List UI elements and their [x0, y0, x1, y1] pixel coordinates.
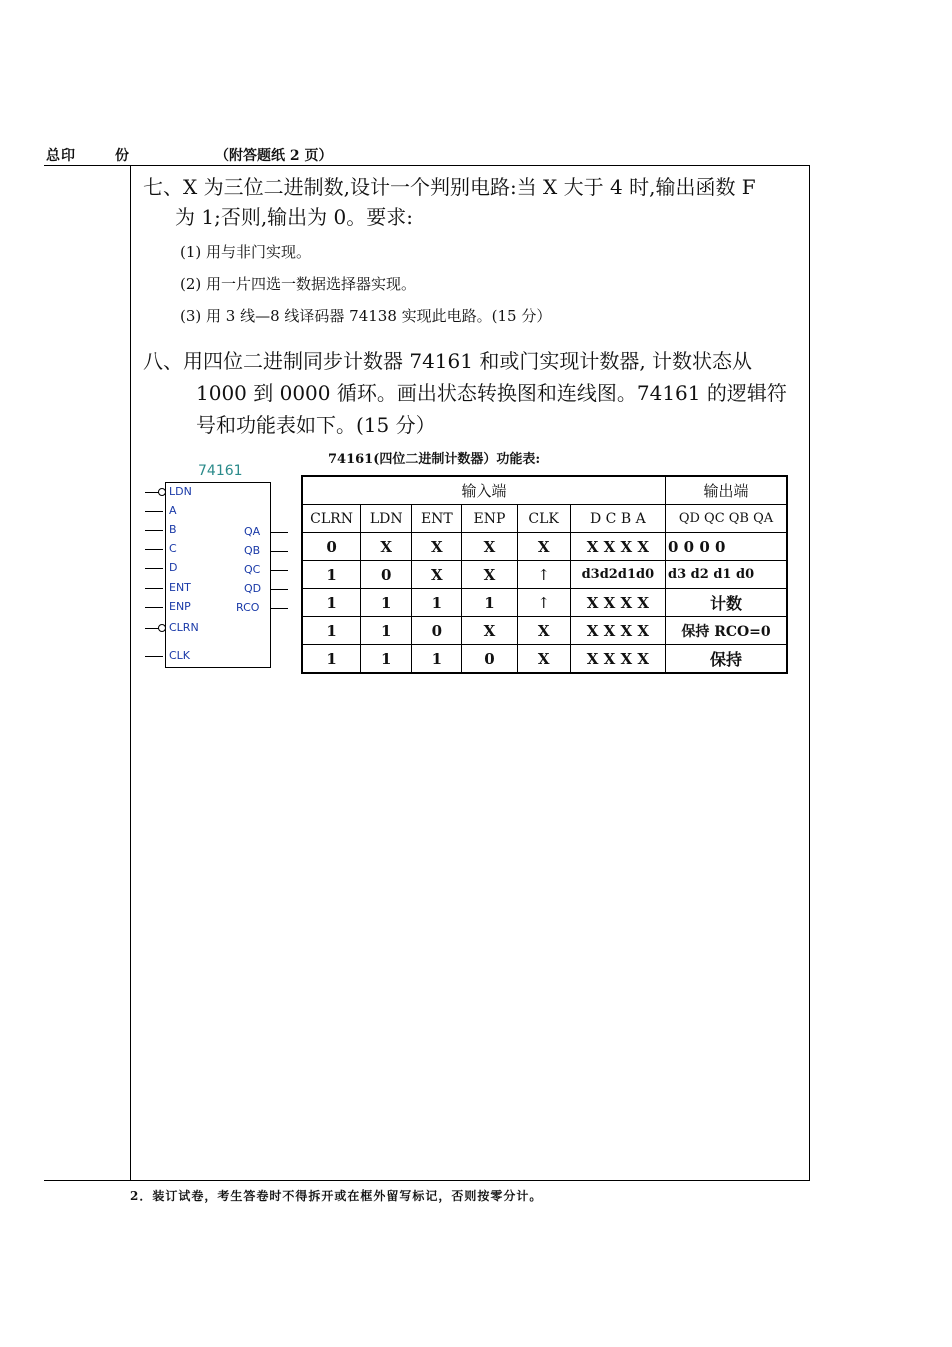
table-cell: 保持 RCO=0 — [666, 617, 788, 645]
pin-c: C — [169, 542, 177, 555]
table-cell: 1 — [302, 589, 361, 617]
table-cell: ↑ — [517, 561, 570, 589]
chip-name: 74161 — [198, 463, 243, 479]
table-cell: X — [361, 533, 412, 561]
table-cell: 0 — [302, 533, 361, 561]
col-clk: CLK — [517, 505, 570, 533]
header-copies: 份 — [115, 148, 129, 164]
pin-line-a — [145, 511, 163, 512]
col-clrn: CLRN — [302, 505, 361, 533]
table-cell: 0 — [361, 561, 412, 589]
table-cell: X X X X — [570, 645, 665, 674]
table-row — [302, 617, 787, 645]
table-cell: X — [462, 533, 517, 561]
q8-line3: 号和功能表如下。(15 分） — [196, 413, 436, 437]
q8-line2: 1000 到 0000 循环。画出状态转换图和连线图。74161 的逻辑符 — [196, 381, 787, 405]
table-cell: X — [412, 561, 462, 589]
table-cell: X — [517, 617, 570, 645]
pin-line-qb — [270, 551, 288, 552]
pin-b: B — [169, 523, 177, 536]
table-cell: 0 0 0 0 — [666, 533, 788, 561]
pin-line-b — [145, 530, 163, 531]
table-cell: X — [412, 533, 462, 561]
table-cell: X X X X — [570, 533, 665, 561]
table-row — [302, 533, 787, 561]
group-outputs: 输出端 — [666, 476, 788, 505]
table-cell: 保持 — [666, 645, 788, 674]
table-cell: 1 — [412, 645, 462, 674]
header-note: （附答题纸 2 页） — [215, 148, 333, 164]
table-cell: 1 — [412, 589, 462, 617]
table-cell: 0 — [462, 645, 517, 674]
function-table — [301, 475, 788, 674]
frame-top-line — [44, 165, 810, 166]
table-cell: X — [462, 561, 517, 589]
table-cell: 1 — [302, 645, 361, 674]
pin-line-qa — [270, 532, 288, 533]
group-inputs: 输入端 — [302, 476, 666, 505]
pin-line-qc — [270, 570, 288, 571]
inversion-bubble-clrn — [158, 624, 166, 632]
col-outputs: QD QC QB QA — [666, 505, 788, 533]
col-ent: ENT — [412, 505, 462, 533]
table-cell: 1 — [361, 617, 412, 645]
pin-qb: QB — [244, 544, 261, 557]
col-dcba: D C B A — [570, 505, 665, 533]
table-cell: 1 — [361, 645, 412, 674]
frame-left-line — [130, 165, 131, 1180]
table-cell: ↑ — [517, 589, 570, 617]
pin-qa: QA — [244, 525, 261, 538]
pin-clk: CLK — [169, 649, 191, 662]
q8-line1: 八、用四位二进制同步计数器 74161 和或门实现计数器, 计数状态从 — [143, 349, 753, 373]
table-cell: X — [517, 645, 570, 674]
pin-d: D — [169, 561, 178, 574]
table-cell: 0 — [412, 617, 462, 645]
q7-item-1: (1) 用与非门实现。 — [180, 243, 312, 261]
table-cell: X — [517, 533, 570, 561]
frame-bottom-line — [44, 1180, 810, 1181]
pin-ldn: LDN — [169, 485, 192, 498]
table-cell: 1 — [302, 617, 361, 645]
pin-line-enp — [145, 607, 163, 608]
pin-line-d — [145, 568, 163, 569]
inversion-bubble-ldn — [158, 488, 166, 496]
table-row — [302, 561, 787, 589]
table-cell: 1 — [361, 589, 412, 617]
q7-item-2: (2) 用一片四选一数据选择器实现。 — [180, 275, 417, 293]
pin-line-c — [145, 549, 163, 550]
pin-clrn: CLRN — [169, 621, 199, 634]
table-cell: X X X X — [570, 617, 665, 645]
pin-line-ent — [145, 588, 163, 589]
table-column-header-row — [302, 505, 787, 533]
pin-line-rco — [270, 608, 288, 609]
col-ldn: LDN — [361, 505, 412, 533]
table-cell: X X X X — [570, 589, 665, 617]
table-row — [302, 645, 787, 674]
table-cell: 1 — [302, 561, 361, 589]
q7-item-3: (3) 用 3 线—8 线译码器 74138 实现此电路。(15 分） — [180, 307, 552, 325]
function-table-title: 74161(四位二进制计数器）功能表: — [328, 452, 541, 467]
pin-rco: RCO — [236, 601, 260, 614]
table-row — [302, 589, 787, 617]
pin-line-qd — [270, 589, 288, 590]
pin-enp: ENP — [169, 600, 191, 613]
pin-ent: ENT — [169, 581, 191, 594]
pin-a: A — [169, 504, 177, 517]
pin-line-clk — [145, 656, 163, 657]
pin-qd: QD — [244, 582, 262, 595]
q7-line1: 七、X 为三位二进制数,设计一个判别电路:当 X 大于 4 时,输出函数 F — [143, 175, 756, 199]
table-cell: 1 — [462, 589, 517, 617]
pin-qc: QC — [244, 563, 261, 576]
footer-note: 2．装订试卷，考生答卷时不得拆开或在框外留写标记，否则按零分计。 — [130, 1189, 543, 1203]
col-enp: ENP — [462, 505, 517, 533]
header-total-print: 总印 — [46, 148, 76, 164]
q7-line2: 为 1;否则,输出为 0。要求: — [175, 205, 413, 229]
table-cell: d3d2d1d0 — [570, 561, 665, 589]
table-group-header-row — [302, 476, 787, 505]
table-cell: X — [462, 617, 517, 645]
frame-right-line — [809, 165, 810, 1180]
table-cell: d3 d2 d1 d0 — [666, 561, 788, 589]
table-cell: 计数 — [666, 589, 788, 617]
